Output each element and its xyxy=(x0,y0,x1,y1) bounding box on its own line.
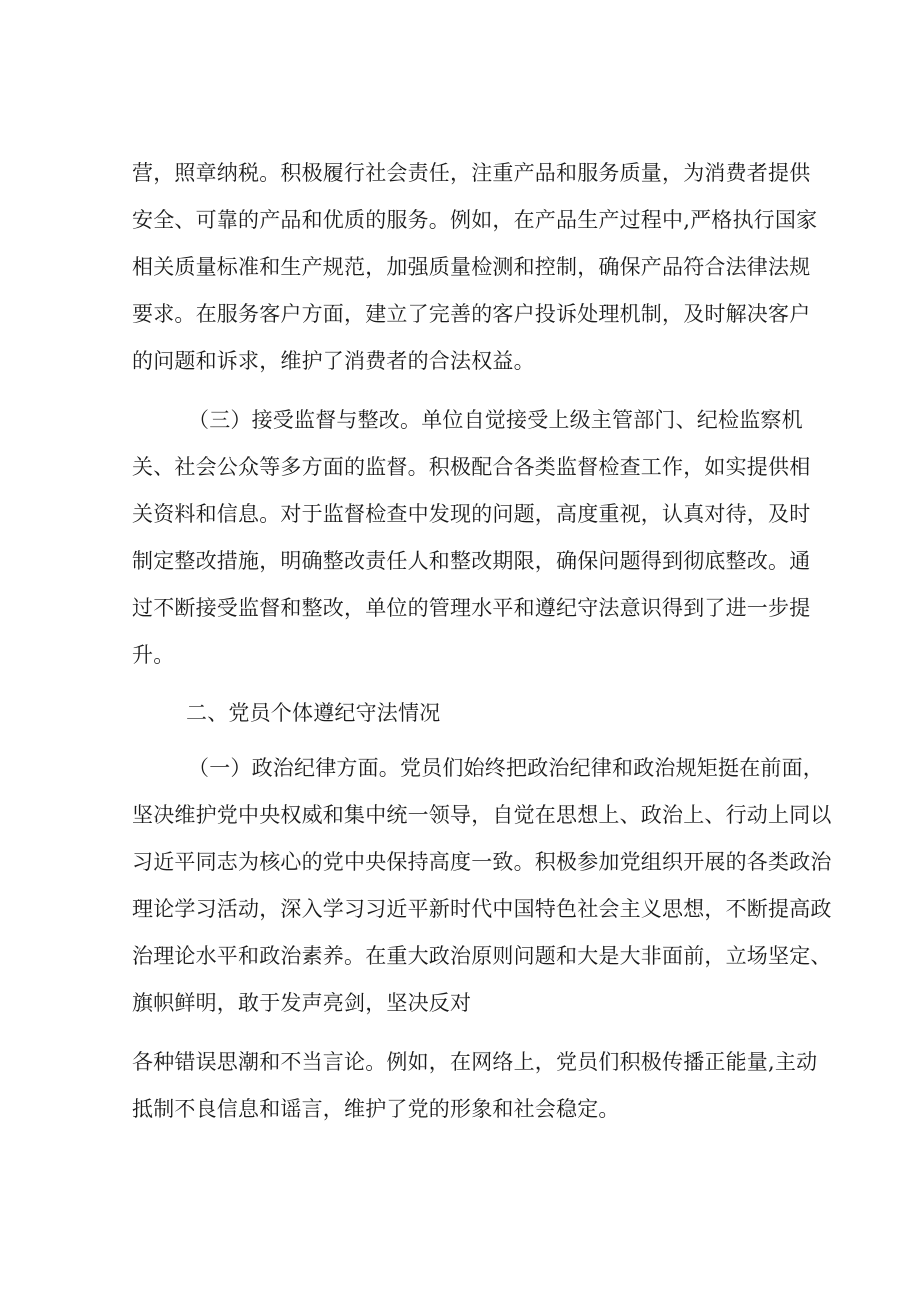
paragraph-line: 理论学习活动，深入学习习近平新时代中国特色社会主义思想，不断提高政 xyxy=(132,897,832,921)
paragraph-line: 旗帜鲜明，敢于发声亮剑，坚决反对 xyxy=(132,991,472,1015)
section-heading: 二、党员个体遵纪守法情况 xyxy=(186,701,441,725)
paragraph-line: 相关质量标准和生产规范，加强质量检测和控制，确保产品符合法律法规 xyxy=(132,255,811,279)
paragraph-line: 营，照章纳税。积极履行社会责任，注重产品和服务质量，为消费者提供 xyxy=(132,161,811,185)
paragraph-line: 升。 xyxy=(132,643,175,667)
paragraph-line: 安全、可靠的产品和优质的服务。例如，在产品生产过程中,严格执行国家 xyxy=(132,208,818,232)
paragraph-line: 各种错误思潮和不当言论。例如，在网络上，党员们积极传播正能量,主动 xyxy=(132,1050,818,1074)
paragraph-line: 关、社会公众等多方面的监督。积极配合各类监督检查工作，如实提供相 xyxy=(132,455,811,479)
paragraph-line: 抵制不良信息和谣言，维护了党的形象和社会稳定。 xyxy=(132,1097,620,1121)
paragraph-line: 过不断接受监督和整改，单位的管理水平和遵纪守法意识得到了进一步提 xyxy=(132,596,811,620)
paragraph-line: 关资料和信息。对于监督检查中发现的问题，高度重视，认真对待，及时 xyxy=(132,502,811,526)
paragraph-line: 坚决维护党中央权威和集中统一领导，自觉在思想上、政治上、行动上同以 xyxy=(132,803,832,827)
paragraph-line: 要求。在服务客户方面，建立了完善的客户投诉处理机制，及时解决客户 xyxy=(132,302,811,326)
paragraph-line: 治理论水平和政治素养。在重大政治原则问题和大是大非面前，立场坚定、 xyxy=(132,944,832,968)
paragraph-line: 的问题和诉求，维护了消费者的合法权益。 xyxy=(132,349,535,373)
paragraph-line: 制定整改措施，明确整改责任人和整改期限，确保问题得到彻底整改。通 xyxy=(132,549,811,573)
paragraph-line: （一）政治纪律方面。党员们始终把政治纪律和政治规矩挺在前面， xyxy=(188,756,824,780)
paragraph-line: （三）接受监督与整改。单位自觉接受上级主管部门、纪检监察机 xyxy=(188,408,803,432)
paragraph-line: 习近平同志为核心的党中央保持高度一致。积极参加党组织开展的各类政治 xyxy=(132,850,832,874)
